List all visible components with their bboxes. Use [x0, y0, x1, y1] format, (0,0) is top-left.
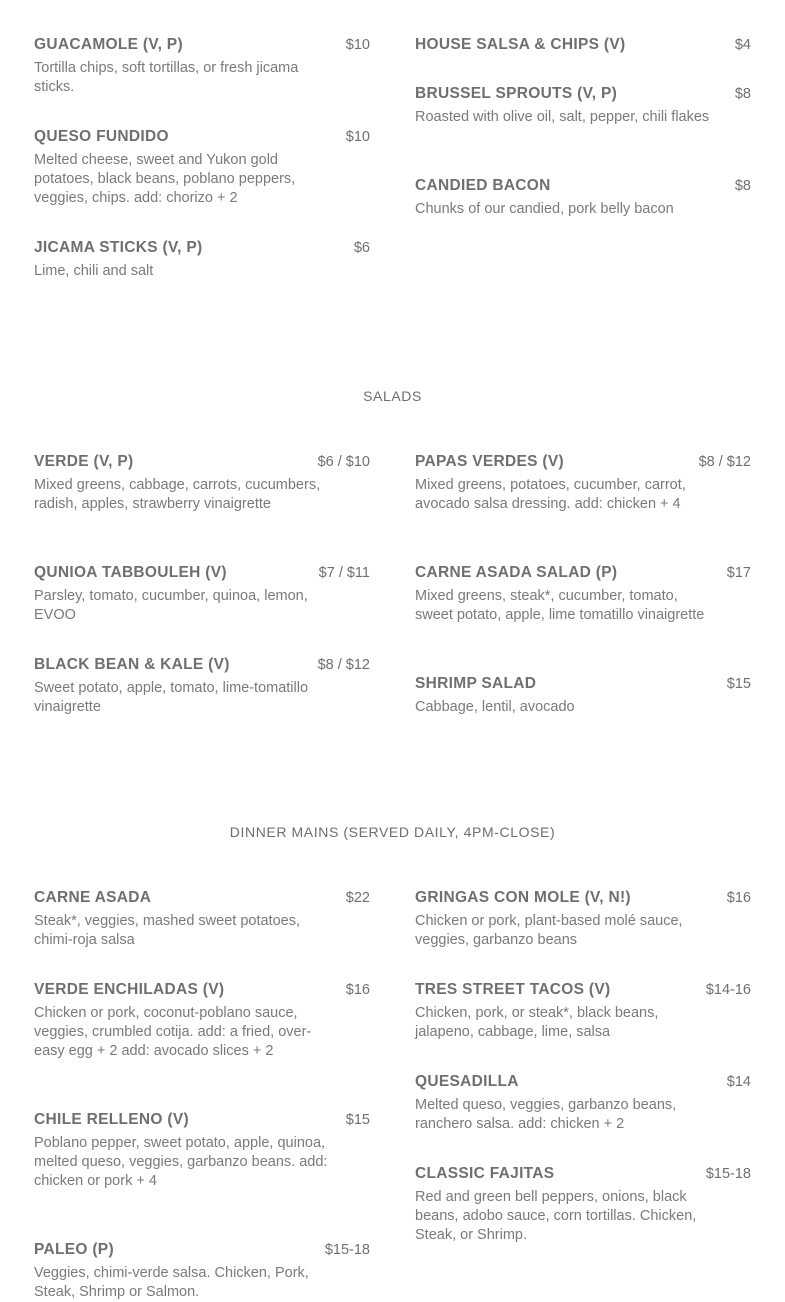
item-description: Poblano pepper, sweet potato, apple, quinoa, melted queso, veggies, garbanzo beans. add: chicken or pork + 4 — [34, 1135, 328, 1189]
menu-item — [34, 889, 370, 950]
menu-item — [415, 453, 751, 514]
item-name: VERDE ENCHILADAS (V) — [34, 981, 225, 998]
item-description: Roasted with olive oil, salt, pepper, chili flakes — [415, 109, 710, 125]
item-name: CARNE ASADA SALAD (P) — [415, 564, 618, 581]
item-name: HOUSE SALSA & CHIPS (V) — [415, 36, 626, 53]
item-name: GUACAMOLE (V, P) — [34, 36, 183, 53]
item-description: Parsley, tomato, cucumber, quinoa, lemon, EVOO — [34, 588, 308, 623]
item-price: $10 — [345, 129, 370, 145]
item-description: Cabbage, lentil, avocado — [415, 699, 575, 715]
item-price: $15 — [726, 676, 751, 692]
menu-item — [415, 1165, 751, 1245]
appetizers-right-column — [415, 36, 751, 217]
item-name: PALEO (P) — [34, 1241, 114, 1258]
item-name: CLASSIC FAJITAS — [415, 1165, 555, 1182]
item-description: Tortilla chips, soft tortillas, or fresh jicama sticks. — [34, 60, 299, 95]
item-price: $14-16 — [705, 982, 751, 998]
item-price: $10 — [345, 37, 370, 53]
item-name: SHRIMP SALAD — [415, 675, 537, 692]
menu-item — [415, 85, 751, 127]
item-name: BLACK BEAN & KALE (V) — [34, 656, 230, 673]
item-description: Chicken or pork, plant-based molé sauce, veggies, garbanzo beans — [415, 913, 683, 948]
appetizers-left-column — [34, 36, 370, 279]
item-name: QUESO FUNDIDO — [34, 128, 169, 145]
item-price: $16 — [726, 890, 751, 906]
item-name: GRINGAS CON MOLE (V, N!) — [415, 889, 631, 906]
menu-item — [415, 675, 751, 717]
menu-item — [34, 1241, 370, 1302]
item-price: $8 / $12 — [698, 454, 751, 470]
menu-item — [415, 889, 751, 950]
menu-item — [415, 981, 751, 1042]
menu-item — [34, 1111, 370, 1191]
menu-item — [34, 239, 370, 281]
menu-item — [415, 564, 751, 625]
item-name: CANDIED BACON — [415, 177, 551, 194]
item-name: JICAMA STICKS (V, P) — [34, 239, 203, 256]
item-description: Sweet potato, apple, tomato, lime-tomatillo vinaigrette — [34, 680, 309, 715]
item-name: CARNE ASADA — [34, 889, 152, 906]
item-price: $15-18 — [705, 1166, 751, 1182]
item-description: Mixed greens, cabbage, carrots, cucumbers, radish, apples, strawberry vinaigrette — [34, 477, 321, 512]
menu-item — [415, 177, 751, 219]
item-description: Lime, chili and salt — [34, 263, 154, 279]
menu-item — [34, 36, 370, 97]
item-description: Melted queso, veggies, garbanzo beans, ranchero salsa. add: chicken + 2 — [415, 1097, 677, 1132]
menu-item — [415, 36, 751, 54]
item-price: $22 — [345, 890, 370, 906]
item-price: $6 — [353, 240, 370, 256]
item-price: $8 — [734, 178, 751, 194]
item-price: $4 — [734, 37, 751, 53]
menu-item — [34, 128, 370, 208]
menu-item — [34, 453, 370, 514]
menu-item — [415, 1073, 751, 1134]
item-price: $15 — [345, 1112, 370, 1128]
menu-item — [34, 564, 370, 625]
menu-item — [34, 656, 370, 717]
item-description: Mixed greens, potatoes, cucumber, carrot, avocado salsa dressing. add: chicken + 4 — [415, 477, 686, 512]
section-title-salads: SALADS — [363, 388, 422, 404]
item-description: Melted cheese, sweet and Yukon gold potatoes, black beans, poblano peppers, veggies, chips. add: chorizo + 2 — [34, 152, 296, 206]
item-price: $7 / $11 — [318, 565, 370, 581]
item-price: $16 — [345, 982, 370, 998]
item-price: $8 / $12 — [317, 657, 370, 673]
item-description: Chicken or pork, coconut-poblano sauce, veggies, crumbled cotija. add: a fried, over-easy egg + 2 add: avocado slices + 2 — [34, 1005, 312, 1059]
item-description: Mixed greens, steak*, cucumber, tomato, sweet potato, apple, lime tomatillo vinaigrette — [415, 588, 705, 623]
item-description: Veggies, chimi-verde salsa. Chicken, Pork, Steak, Shrimp or Salmon. — [34, 1265, 309, 1300]
section-title-dinner-mains: DINNER MAINS (SERVED DAILY, 4PM-CLOSE) — [229, 824, 556, 840]
item-name: VERDE (V, P) — [34, 453, 134, 470]
item-description: Red and green bell peppers, onions, black beans, adobo sauce, corn tortillas. Chicken, Steak, or Shrimp. — [415, 1189, 697, 1243]
item-name: PAPAS VERDES (V) — [415, 453, 564, 470]
item-price: $17 — [726, 565, 751, 581]
menu-item — [34, 981, 370, 1061]
item-price: $8 — [734, 86, 751, 102]
item-name: QUNIOA TABBOULEH (V) — [34, 564, 227, 581]
item-name: CHILE RELLENO (V) — [34, 1111, 189, 1128]
item-description: Steak*, veggies, mashed sweet potatoes, chimi-roja salsa — [34, 913, 300, 948]
item-description: Chunks of our candied, pork belly bacon — [415, 201, 674, 217]
item-name: TRES STREET TACOS (V) — [415, 981, 611, 998]
item-name: BRUSSEL SPROUTS (V, P) — [415, 85, 618, 102]
item-price: $6 / $10 — [317, 454, 370, 470]
item-price: $14 — [726, 1074, 751, 1090]
item-name: QUESADILLA — [415, 1073, 519, 1090]
item-price: $15-18 — [324, 1242, 370, 1258]
item-description: Chicken, pork, or steak*, black beans, jalapeno, cabbage, lime, salsa — [415, 1005, 659, 1040]
